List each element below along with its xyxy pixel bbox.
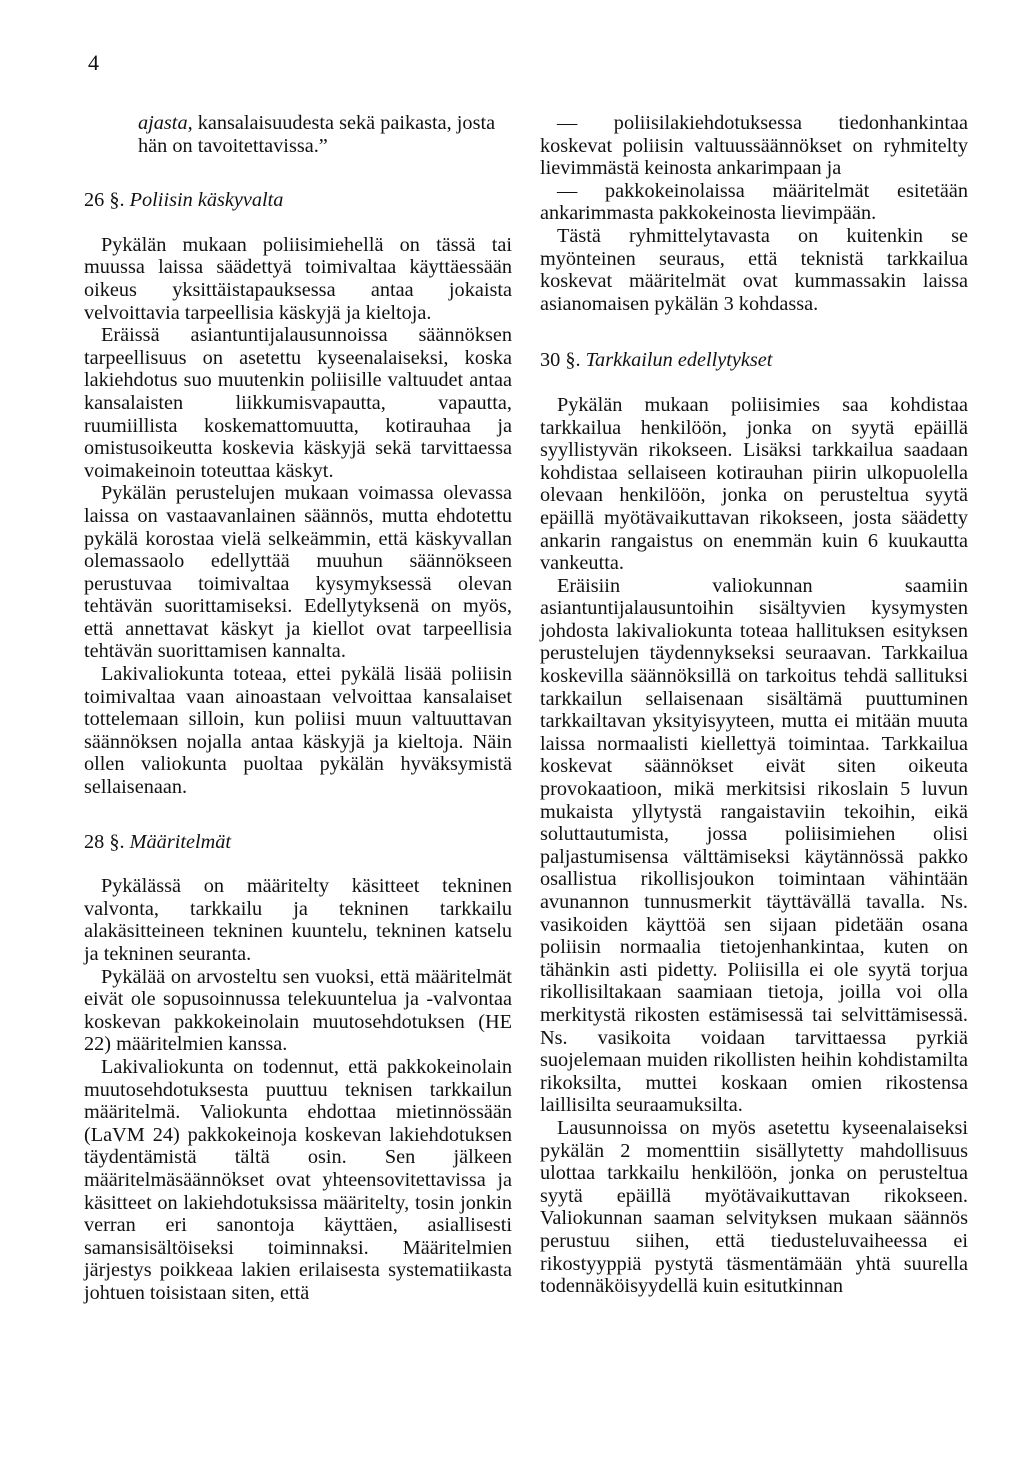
section-30-paragraph: Pykälän mukaan poliisimies saa kohdistaa tarkkailua henkilöön, jonka on syytä epäillä syyllistyvän rikokseen. Lisäksi tarkkailua saadaan kohdistaa sellaiseen kotirauhan piirin ulkopuolella olevaan henkilöön, jonka on perusteltua syytä epäillä myötävaikuttavan rikokseen, josta säädetty ankarin rangaistus on enemmän kuin 6 kuukautta vankeutta. xyxy=(540,393,968,575)
section-28-paragraph: Pykälässä on määritelty käsitteet tekninen valvonta, tarkkailu ja tekninen tarkkailu alakäsitteineen tekninen kuuntelu, tekninen katselu ja tekninen seuranta. xyxy=(84,875,512,965)
left-column xyxy=(84,112,512,1305)
list-item: — pakkokeinolaissa määritelmät esitetään ankarimmasta pakkokeinosta lievimpään. xyxy=(540,179,968,225)
section-30-paragraph: Lausunnoissa on myös asetettu kyseenalaiseksi pykälän 2 momenttiin sisällytetty mahdollisuus ulottaa tarkkailu henkilöön, jonka on perusteltua syytä epäillä myötävaikuttavan rikokseen. Valiokunnan saaman selvityksen mukaan säännös perustuu siihen, että tiedusteluvaiheessa ei rikostyyppiä pystytä täsmentämään yhtä suurella todennäköisyydellä kuin esitutkinnan xyxy=(540,1116,968,1298)
section-26-paragraph: Eräissä asiantuntijalausunnoissa säännöksen tarpeellisuus on asetettu kyseenalaiseksi, koska lakiehdotus suo muutenkin poliisille valtuudet antaa kansalaisten liikkumisvapautta, vapautta, ruumiillista koskemattomuutta, kotirauhaa ja omistusoikeutta koskevia käskyjä sekä tarvittaessa voimakeinoin toteuttaa käskyt. xyxy=(84,324,512,482)
list-item: — poliisilakiehdotuksessa tiedonhankintaa koskevat poliisin valtuussäännökset on ryhmitelty lievimmästä keinosta ankarimpaan ja xyxy=(540,112,968,180)
section-26-paragraph: Lakivaliokunta toteaa, ettei pykälä lisää poliisin toimivaltaa vaan ainoastaan velvoittaa kansalaiset tottelemaan silloin, kun poliisi muun valtuuttavan säännöksen nojalla antaa käskyjä ja kieltoja. Näin ollen valiokunta puoltaa pykälän hyväksymistä sellaisenaan. xyxy=(84,663,512,799)
section-26-heading xyxy=(84,189,512,212)
section-28-title: Määritelmät xyxy=(129,830,232,853)
quote-rest: kansalaisuudesta sekä paikasta, josta hän on tavoitettavissa.” xyxy=(138,112,496,157)
page-number: 4 xyxy=(88,50,99,75)
quote-fragment xyxy=(84,112,512,157)
section-28-paragraph: Lakivaliokunta on todennut, että pakkokeinolain muutosehdotuksesta puuttuu teknisen tarkkailun määritelmä. Valiokunta ehdottaa mietinnössään (LaVM 24) pakkokeinoja koskevan lakiehdotuksen täydentämistä tältä osin. Sen jälkeen määritelmäsäännökset ovat yhteensovitettavissa ja käsitteet on lakiehdotuksissa määritelty, tosin jonkin verran eri sanontoja käyttäen, asiallisesti samansisältöiseksi toiminnaksi. Määritelmien järjestys poikkeaa lakien erilaisesta systematiikasta johtuen toisistaan siten, että xyxy=(84,1055,512,1304)
section-30-title: Tarkkailun edellytykset xyxy=(585,349,773,372)
right-column xyxy=(540,112,968,1298)
section-26-paragraph: Pykälän mukaan poliisimiehellä on tässä tai muussa laissa säädettyä toimivaltaa käyttäessään oikeus yksittäistapauksessa antaa jokaista velvoittavia tarpeellisia käskyjä ja kieltoja. xyxy=(84,233,512,324)
quote-italic: ajasta, xyxy=(138,112,193,134)
section-30-paragraph: Eräisiin valiokunnan saamiin asiantuntijalausuntoihin sisältyvien kysymysten johdosta lakivaliokunta toteaa hallituksen esityksen perustelujen täydennykseksi seuraavan. Tarkkailua koskevilla säännöksillä on tarkoitus tehdä sallituksi tarkkailun sellaisenaan sisältämä puuttuminen tarkkailtavan yksityisyyteen, mutta ei mitään muuta laissa normaalisti kiellettyä toimintaa. Tarkkailua koskevat säännökset eivät siten oikeuta provokaatioon, mikä merkitsisi rikoslain 5 luvun mukaista yllytystä rangaistaviin tekoihin, eikä soluttautumista, jossa poliisimiehen olisi paljastumisensa välttämiseksi käytännössä pakko osallistua rikollisjoukon toimintaan vähintään avunannon tunnusmerkit täyttävällä tavalla. Ns. vasikoiden käyttöä sen sijaan pidetään osana poliisin normaalia tietojenhankintaa, kuten on tähänkin asti pidetty. Poliisilla ei ole syytä torjua rikollisiltakaan saamiaan tietoja, joilla voi olla merkitystä rikosten estämisessä tai selvittämisessä. Ns. vasikoita voidaan tarvittaessa pyrkiä suojelemaan muiden rikollisten heihin kohdistamilta rikoksilta, muttei koskaan omien rikostensa laillisilta seuraamuksilta. xyxy=(540,574,968,1117)
intro-paragraph: Tästä ryhmittelytavasta on kuitenkin se myönteinen seuraus, että teknistä tarkkailua koskevat määritelmät ovat kummassakin laissa asianomaisen pykälän 3 kohdassa. xyxy=(540,224,968,315)
section-28-paragraph: Pykälää on arvosteltu sen vuoksi, että määritelmät eivät ole sopusoinnussa telekuuntelua ja -valvontaa koskevan pakkokeinolain muutosehdotuksen (HE 22) määritelmien kanssa. xyxy=(84,965,512,1056)
section-26-title: Poliisin käskyvalta xyxy=(129,189,284,212)
section-28-heading xyxy=(84,831,512,854)
section-26-paragraph: Pykälän perustelujen mukaan voimassa olevassa laissa on vastaavanlainen säännös, mutta ehdotettu pykälä korostaa vielä selkeämmin, että käskyvallan olemassaolo edellyttää muuhun säännökseen perustuvaa toimivaltaa kysymyksessä olevan tehtävän suorittamiseksi. Edellytyksenä on myös, että annettavat käskyt ja kiellot ovat tarpeellisia tehtävän suorittamisen kannalta. xyxy=(84,482,512,663)
section-30-heading xyxy=(540,349,968,372)
section-30-number: 30 §. xyxy=(540,349,581,372)
section-28-number: 28 §. xyxy=(84,830,125,853)
section-26-number: 26 §. xyxy=(84,189,125,212)
